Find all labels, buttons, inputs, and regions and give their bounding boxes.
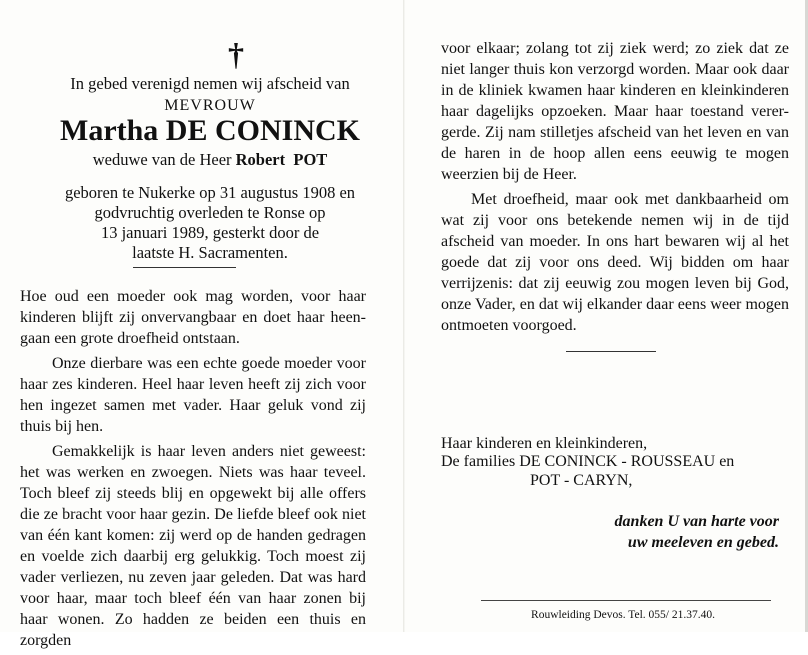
widow-name: Robert POT [235,150,328,169]
footer-divider [481,600,771,601]
thanks-line-2: uw meeleven en gebed. [627,534,779,551]
birth-line-2: godvruchtig overleden te Ronse op [94,203,326,222]
left-body-text [20,286,366,655]
families-line-2: POT - CARYN, [530,472,633,489]
children-line: Haar kinderen en kleinkinderen, [441,435,648,452]
widow-line [40,150,380,169]
funeral-home-footer: Rouwleiding Devos. Tel. 055/ 21.37.40. [531,609,715,621]
card-fold [403,0,405,632]
widow-prefix: weduwe van de Heer [92,150,232,169]
thanks-block [615,511,779,553]
paragraph: voor elkaar; zolang tot zij ziek werd; zo ziek dat ze niet langer thuis kon verzorgd worden. Maar ook daar in de kliniek kwamen haar kinderen en kleinkinderen haar dagelijks opzoeken. Maar haar toestand verer-gerde. Zij nam stilletjes afscheid van het leven en van de haren in de hoop allen eens eeuwig te mogen weerzien bij de Heer. [441,40,789,183]
thanks-line-1: danken U van harte voor [614,513,779,530]
paragraph: Onze dierbare was een echte goede moeder voor haar zes kinderen. Heel haar leven heeft zij zich voor hen ingezet samen met vader. Haar geluk vond zij thuis bij hen. [20,355,366,435]
right-body-text [441,38,789,340]
cross-icon: † [228,36,244,72]
intro-line: In gebed verenigd nemen wij afscheid van [70,74,350,93]
birth-line-1: geboren te Nukerke op 31 augustus 1908 en [64,183,356,202]
families-line-1: De families DE CONINCK - ROUSSEAU en [441,453,735,470]
paragraph: Met droefheid, maar ook met dankbaarheid om wat zij voor ons betekende nemen wij in de tijd afscheid van moeder. In ons hart bewaren wij al het goede dat zij voor ons deed. Wij bidden om haar verrijzenis: dat zij eeuwig zou mogen leven bij God, onze Vader, en dat wij elkander daar eens weer mogen ontmoeten voorgoed. [441,191,789,334]
paragraph: Hoe oud een moeder ook mag worden, voor haar kinderen blijft zij onvervangbaar en doet haar heen-gaan een grote droefheid ontstaan. [20,288,366,347]
divider [566,351,656,352]
deceased-name: Martha DE CONINCK [60,114,360,147]
birth-line-4: laatste H. Sacramenten. [132,243,288,262]
title-mevrouw: MEVROUW [164,97,256,114]
divider [133,267,236,268]
birth-line-3: 13 januari 1989, gesterkt door de [100,223,320,242]
paragraph: Gemakkelijk is haar leven anders niet geweest: het was werken en zwoegen. Niets was haar teveel. Toch bleef zij steeds blij en opgewekt bij alle offers die ze bracht voor haar gezin. De liefde bleef ook niet van één kant komen: zij werd op de handen gedragen en voelde zich daarbij erg gelukkig. Toch moest zij vader verliezen, nu zeven jaar geleden. Dat was hard voor haar, maar toch bleef één van haar zonen bij haar wonen. Zo hadden ze beiden een thuis en zorgden [20,443,366,649]
